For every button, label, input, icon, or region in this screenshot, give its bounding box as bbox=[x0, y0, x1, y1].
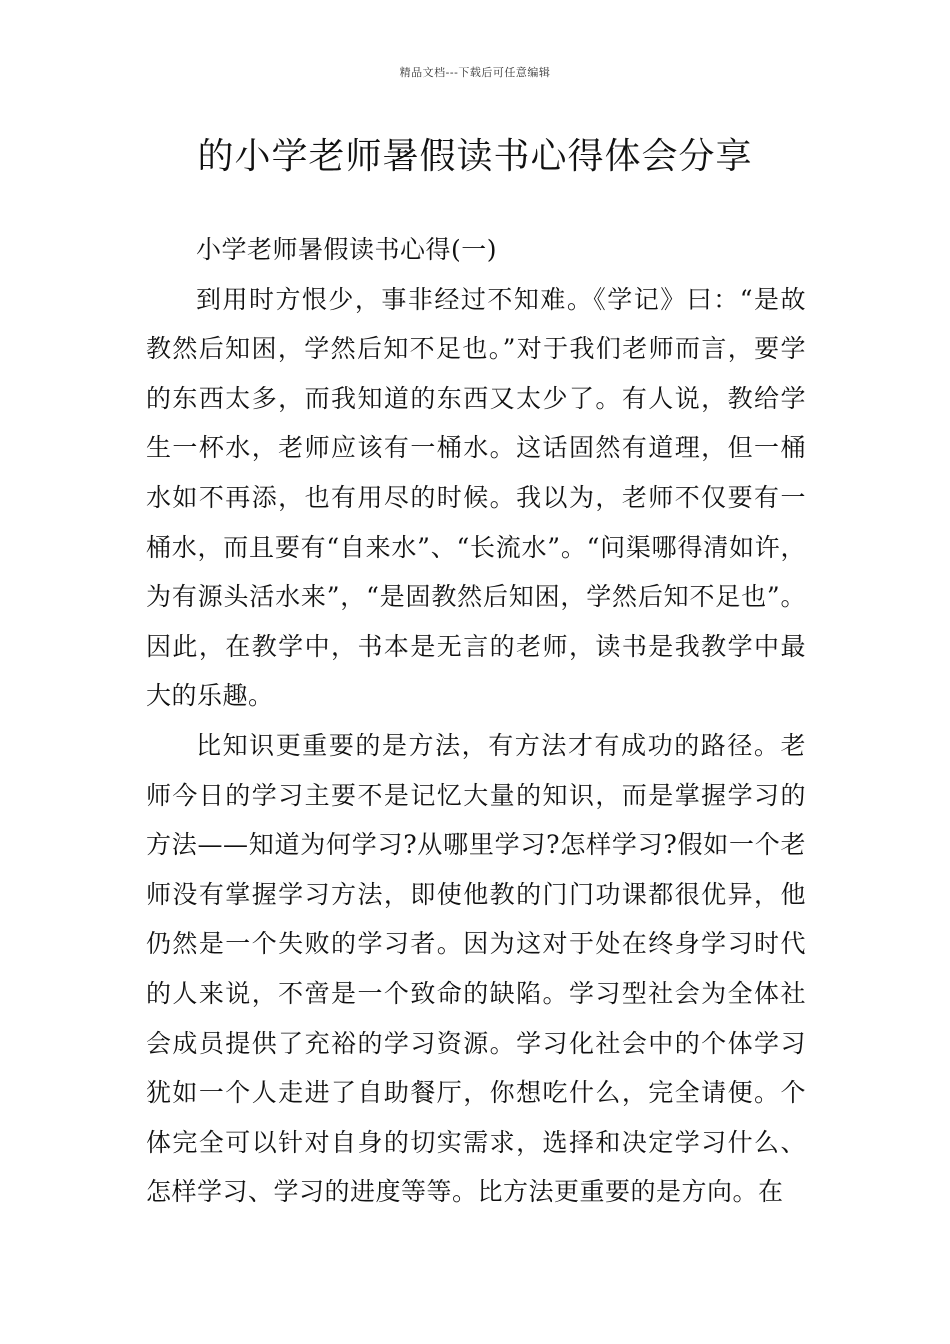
body-paragraph-2: 比知识更重要的是方法，有方法才有成功的路径。老师今日的学习主要不是记忆大量的知识，而是掌握学习的方法——知道为何学习?从哪里学习?怎样学习?假如一个老师没有掌握学习方法，即使他教的门门功课都很优异，他仍然是一个失败的学习者。因为这对于处在终身学习时代的人来说，不啻是一个致命的缺陷。学习型社会为全体社会成员提供了充裕的学习资源。学习化社会中的个体学习犹如一个人走进了自助餐厅，你想吃什么，完全请便。个体完全可以针对自身的切实需求，选择和决定学习什么、怎样学习、学习的进度等等。比方法更重要的是方向。在 bbox=[146, 730, 806, 1207]
body-paragraph-1: 到用时方恨少，事非经过不知难。《学记》曰：“是故教然后知困，学然后知不足也。”对于我们老师而言，要学的东西太多，而我知道的东西又太少了。有人说，教给学生一杯水，老师应该有一桶水。这话固然有道理，但一桶水如不再添，也有用尽的时候。我以为，老师不仅要有一桶水，而且要有“自来水”、“长流水”。“问渠哪得清如许，为有源头活水来”，“是固教然后知困，学然后知不足也”。因此，在教学中，书本是无言的老师，读书是我教学中最大的乐趣。 bbox=[146, 284, 806, 711]
page-header: 精品文档---下载后可任意编辑 bbox=[399, 66, 551, 79]
document-body bbox=[146, 225, 806, 1217]
document-title: 的小学老师暑假读书心得体会分享 bbox=[197, 136, 753, 177]
section-subheading: 小学老师暑假读书心得(一) bbox=[196, 235, 498, 264]
